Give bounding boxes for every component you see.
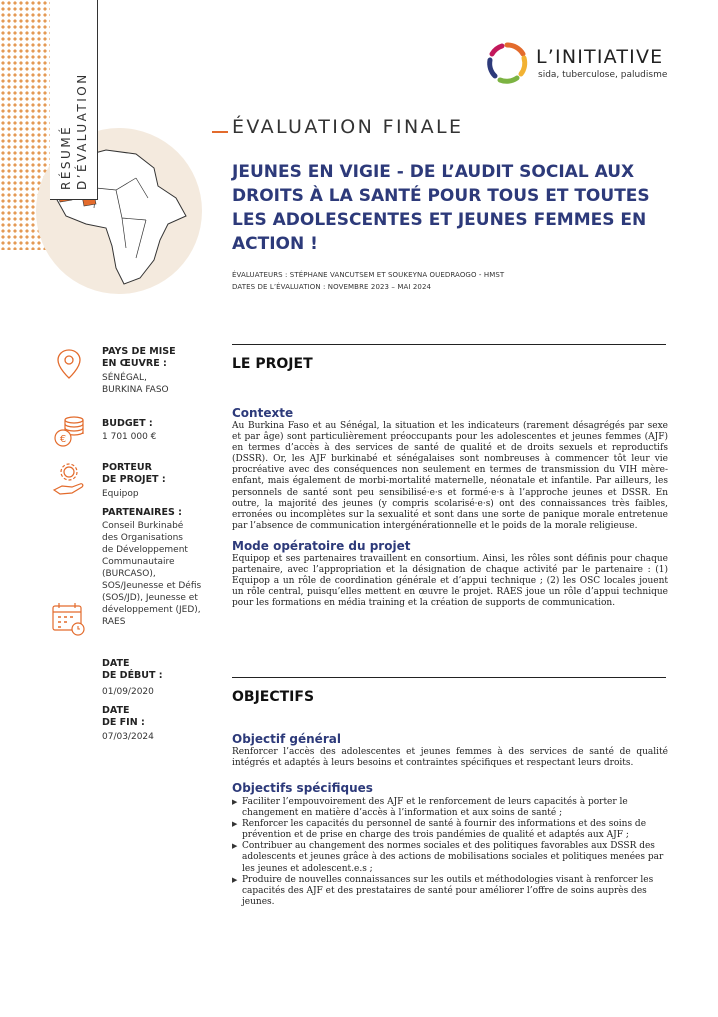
document-type: ÉVALUATION FINALE [232, 116, 464, 138]
document-tag: RÉSUMÉ D’ÉVALUATION [59, 72, 89, 190]
list-item: ▶ Faciliter l’empouvoirement des AJF et le renforcement de leurs capacités à porter le changement en matière d’accès à l’information et aux soins de santé ; [232, 797, 668, 819]
end-date-label: DATE DE FIN : [102, 705, 145, 728]
carrier-value: Equipop [102, 489, 139, 499]
start-date-label: DATE DE DÉBUT : [102, 658, 163, 681]
calendar-icon [50, 600, 88, 638]
logo-title: L’INITIATIVE [536, 46, 664, 68]
location-pin-icon [50, 344, 88, 382]
section-divider [232, 344, 666, 345]
list-item: ▶ Renforcer les capacités du personnel de santé à fournir des informations et des soins de prévention et de prise en charge des trois pandémies de qualité et adaptés aux AJF ; [232, 819, 668, 841]
list-item: ▶ Produire de nouvelles connaissances sur les outils et méthodologies visant à renforcer les capacités des AJF et des prestataires de santé pour améliorer l’offre de soins auprès des jeunes. [232, 875, 668, 908]
evaluators: ÉVALUATEURS : STÉPHANE VANCUTSEM ET SOUKEYNA OUEDRAOGO - HMST [232, 271, 505, 279]
method-title: Mode opératoire du projet [232, 539, 411, 553]
budget-label: BUDGET : [102, 418, 153, 429]
logo-ring-icon [484, 40, 530, 86]
budget-value: 1 701 000 € [102, 432, 157, 442]
svg-text:€: € [59, 434, 67, 445]
context-text: Au Burkina Faso et au Sénégal, la situation et les indicateurs (rarement désagrégés par sexe et par âge) sont particulièrement préoccupants pour les adolescentes et jeunes femmes (AJF) en termes d’accès à des services de santé de qualité et de droits sexuels et reproductifs (DSSR). Or, les AJF burkinabé et sénégalaises sont nombreuses à commencer tôt leur vie procréative avec des conséquences non seulement en termes de transmission du VIH mère-enfant, mais également de morbi-mortalité maternelle, néonatale et infantile. Par ailleurs, les personnels de santé sont peu sensibilisé·e·s et formé·e·s à l’approche jeunes et DSSR. En outre, la majorité des jeunes (y compris scolarisé·e·s) ont des connaissances très faibles, erronées ou incomplètes sur la sexualité et sont dans une sorte de panique morale entretenue par l’absence de communication intergénérationnelle et le poids de la morale religieuse. [232, 421, 668, 531]
specific-objectives-list [232, 797, 668, 908]
end-date-value: 07/03/2024 [102, 732, 154, 742]
initiative-logo [484, 40, 667, 86]
countries-label: PAYS DE MISE EN ŒUVRE : [102, 346, 176, 369]
general-objective-text: Renforcer l’accès des adolescentes et jeunes femmes à des services de santé de qualité intégrés et adaptés à leurs besoins et contraintes spécifiques et respectant leurs droits. [232, 747, 668, 769]
carrier-label: PORTEUR DE PROJET : [102, 462, 166, 485]
specific-objectives-title: Objectifs spécifiques [232, 781, 373, 795]
project-heading: LE PROJET [232, 356, 313, 372]
objectives-heading: OBJECTIFS [232, 689, 315, 705]
method-text: Equipop et ses partenaires travaillent en consortium. Ainsi, les rôles sont définis pour chaque partenaire, avec l’appropriation et la désignation de chaque activité par le partenaire : (1) Equipop a un rôle de coordination générale et d’appui technique ; (2) les OSC locales jouent un rôle central, puisqu’elles mettent en œuvre le projet. RAES joue un rôle d’appui technique pour les formations en média training et la création de supports de communication. [232, 554, 668, 609]
gear-hand-icon [50, 460, 88, 498]
context-title: Contexte [232, 406, 294, 420]
countries-value: SÉNÉGAL, BURKINA FASO [102, 373, 169, 395]
list-item: ▶ Contribuer au changement des normes sociales et des politiques favorables aux DSSR des adolescents et jeunes grâce à des actions de mobilisations sociales et politiques menées par les jeunes et adolescent.e.s ; [232, 841, 668, 874]
page-title: JEUNES EN VIGIE - DE L’AUDIT SOCIAL AUX DROITS À LA SANTÉ POUR TOUS ET TOUTES LES ADOLESCENTES ET JEUNES FEMMES EN ACTION ! [232, 162, 650, 254]
general-objective-title: Objectif général [232, 732, 341, 746]
coins-euro-icon [50, 412, 88, 450]
accent-line [212, 131, 228, 133]
start-date-value: 01/09/2020 [102, 687, 154, 697]
section-divider [232, 677, 666, 678]
partners-label: PARTENAIRES : [102, 507, 182, 518]
logo-subtitle: sida, tuberculose, paludisme [538, 70, 668, 80]
partners-value: Conseil Burkinabé des Organisations de Développement Communautaire (BURCASO), SOS/Jeunesse et Défis (SOS/JD), Jeunesse et développement (JED), RAES [102, 521, 202, 627]
evaluation-dates: DATES DE L’ÉVALUATION : NOVEMBRE 2023 – MAI 2024 [232, 283, 432, 291]
